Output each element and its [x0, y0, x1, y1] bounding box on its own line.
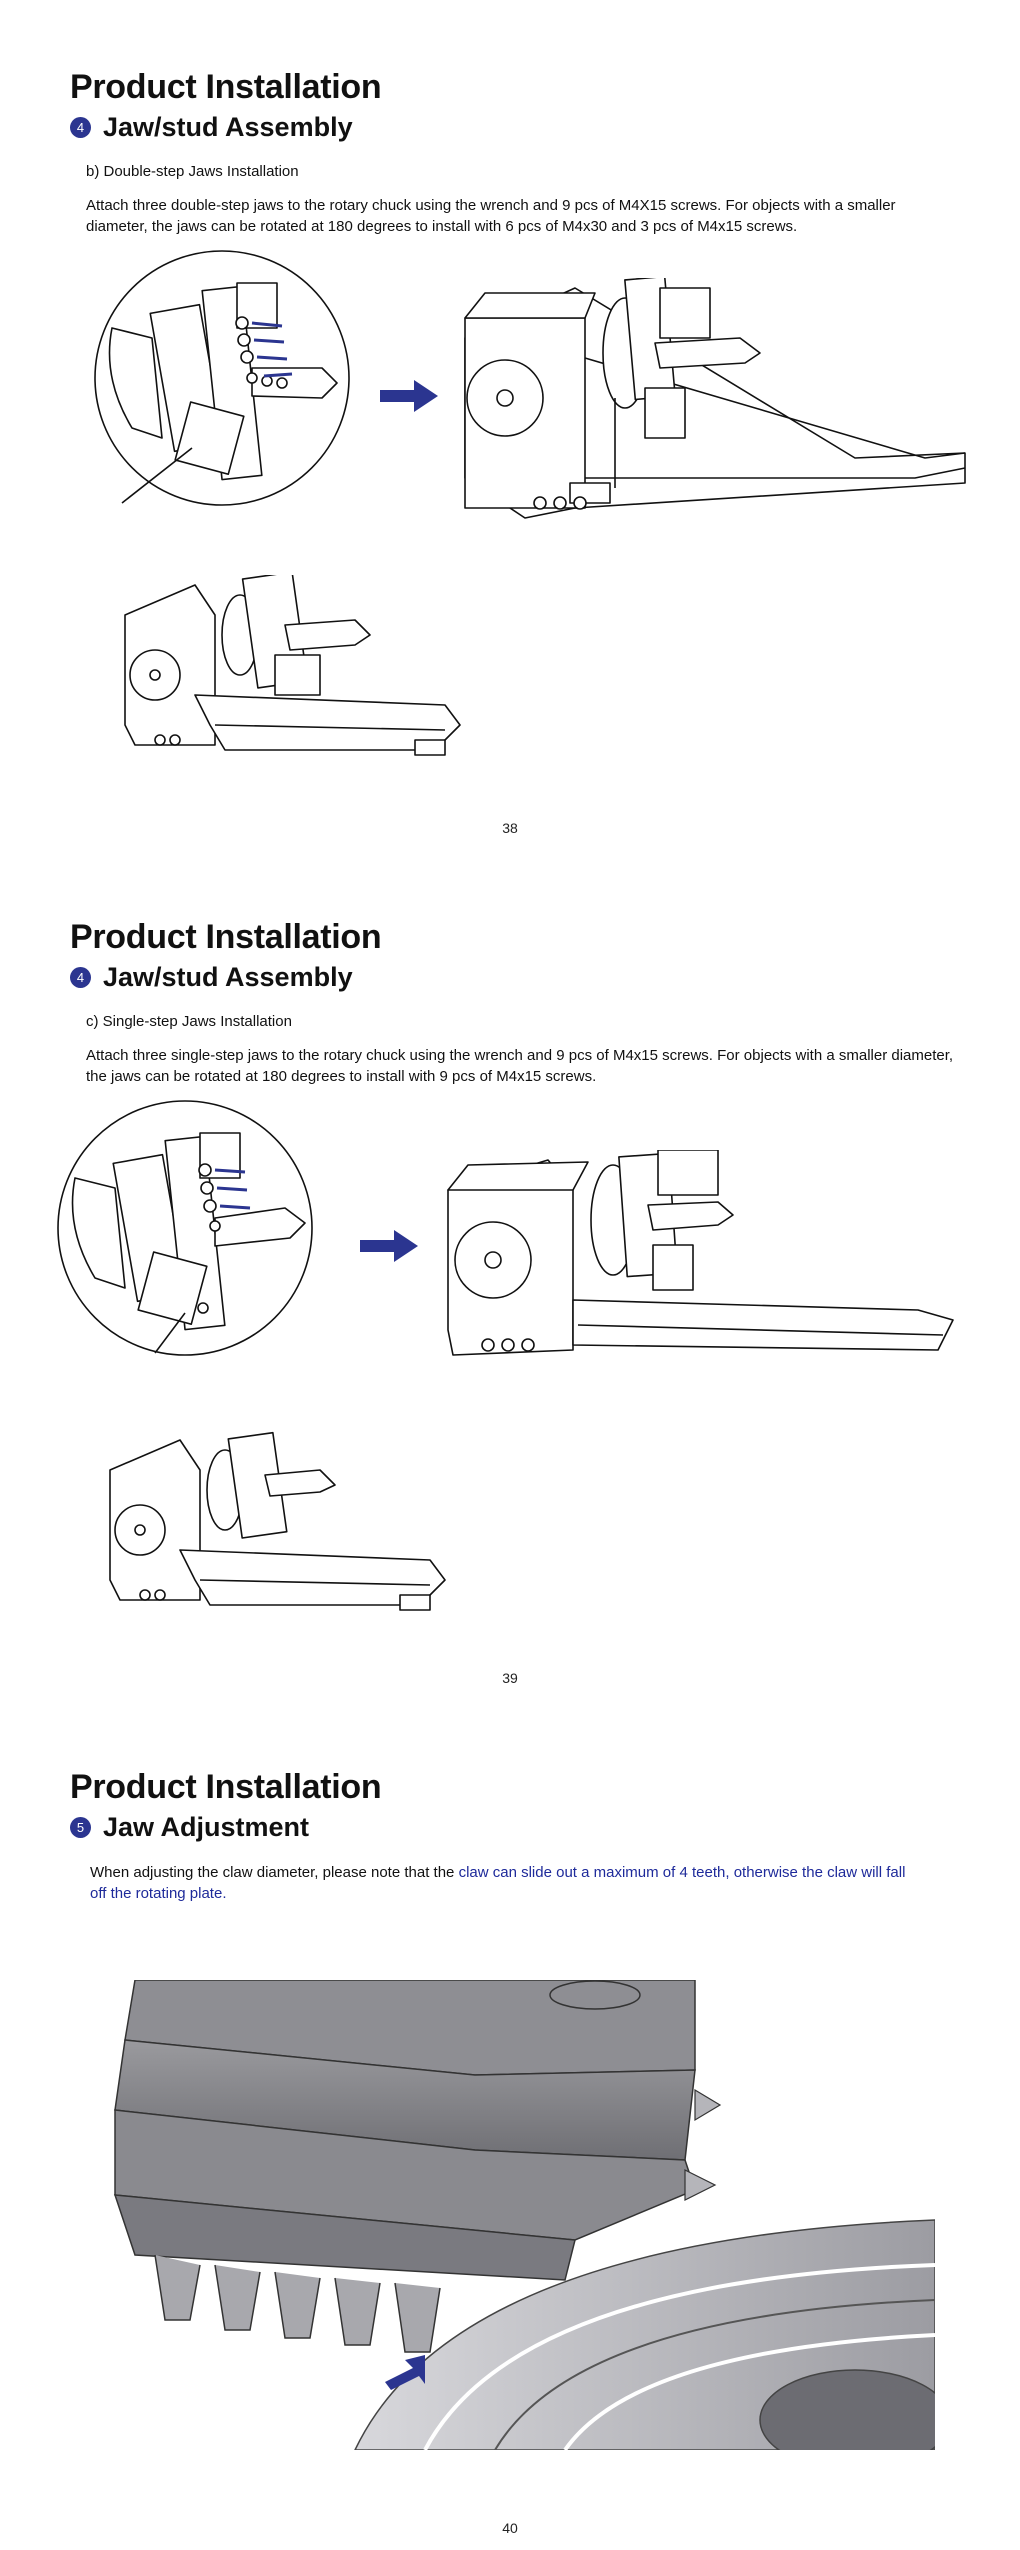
section-heading [70, 112, 353, 143]
page-40 [0, 1700, 1020, 2550]
page-title: Product Installation [70, 918, 382, 956]
jaw-detail-illustration [55, 1098, 325, 1363]
page-38 [0, 0, 1020, 850]
section-heading [70, 962, 353, 993]
arrow-right-icon [360, 1230, 420, 1262]
section-title: Jaw/stud Assembly [103, 962, 353, 992]
instruction-text [90, 1862, 910, 1904]
step-number-badge: 4 [70, 967, 91, 988]
page-title: Product Installation [70, 1768, 382, 1806]
instruction-plain: When adjusting the claw diameter, please note that the [90, 1864, 459, 1881]
step-number-badge: 4 [70, 117, 91, 138]
rotated-assembly-illustration [100, 1430, 450, 1620]
page-39 [0, 850, 1020, 1700]
section-title: Jaw/stud Assembly [103, 112, 353, 142]
jaw-detail-illustration [92, 248, 362, 513]
rotated-assembly-illustration [115, 575, 465, 765]
step-number-badge: 5 [70, 1817, 91, 1838]
subsection-title: b) Double-step Jaws Installation [86, 163, 299, 180]
page-number: 40 [502, 2520, 518, 2536]
instruction-text: Attach three single-step jaws to the rotary chuck using the wrench and 9 pcs of M4x15 screws. For objects with a smaller diameter, the jaws can be rotated at 180 degrees to install with 9 pcs of M4x15 screws. [86, 1047, 954, 1085]
rotary-assembly-illustration [455, 278, 975, 538]
instruction-highlight: claw can slide out a maximum of 4 teeth, otherwise the claw will fall off the rotating plate. [90, 1864, 906, 1902]
subsection-title: c) Single-step Jaws Installation [86, 1013, 292, 1030]
instruction-text: Attach three double-step jaws to the rotary chuck using the wrench and 9 pcs of M4X15 screws. For objects with a smaller diameter, the jaws can be rotated at 180 degrees to install with 6 pcs of M4x30 and 3 pcs of M4x15 screws. [86, 197, 896, 235]
rotary-assembly-illustration [438, 1150, 958, 1390]
section-title: Jaw Adjustment [103, 1812, 310, 1842]
page-number: 38 [502, 820, 518, 836]
arrow-right-icon [380, 380, 440, 412]
page-title: Product Installation [70, 68, 382, 106]
page-number: 39 [502, 1670, 518, 1686]
jaw-adjustment-render [95, 1980, 935, 2450]
section-heading [70, 1812, 309, 1843]
